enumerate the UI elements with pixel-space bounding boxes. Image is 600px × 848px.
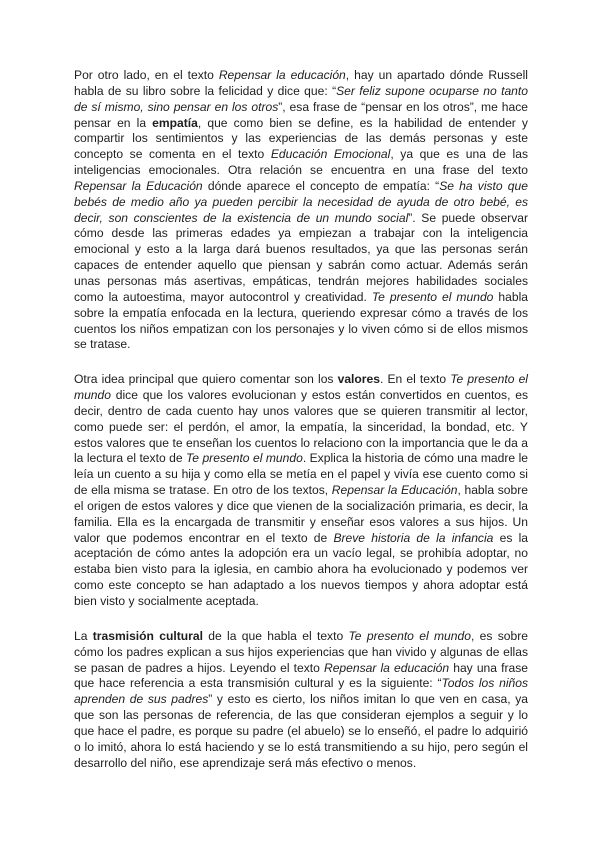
text-run: , habla sobre el origen de estos valores y dice que vienen de la socialización primaria, es decir, la familia. Ella es la encargada de transmitir y enseñar esos valores a sus hijos. Un valor que podemos encontrar en el texto de xyxy=(74,483,528,545)
italic-text: Repensar la educación xyxy=(323,660,450,675)
text-run: Por otro lado, en el texto xyxy=(74,68,219,82)
italic-text: Breve historia de la infancia xyxy=(333,530,494,545)
text-run: . En el texto xyxy=(379,372,451,387)
text-run: , ya que es una de las inteligencias emocionales. Otra relación se encuentra en una frase del texto xyxy=(74,147,528,178)
bold-keyword: trasmisión cultural xyxy=(92,628,203,643)
italic-text: Educación Emocional xyxy=(270,147,391,162)
text-run: es la aceptación de cómo antes la adopción era un vacío legal, se prohibía adoptar, no estaba bien visto para la iglesia, en cambio ahora ha evolucionado y podemos ver como este concepto se han adaptado a los nuevos tiempos y ahora adoptar está bien visto y socialmente aceptada. xyxy=(74,530,529,608)
bold-keyword: empatía xyxy=(152,115,198,130)
italic-text: Te presento el mundo xyxy=(186,451,303,466)
text-run: dónde aparece el concepto de empatía: “ xyxy=(202,178,440,193)
text-run: habla sobre la empatía enfocada en la lectura, queriendo expresar cómo a través de los cuentos los niños empatizan con los personajes y lo viven cómo si de ellos mismos se tratase. xyxy=(74,289,529,352)
text-run: de la que habla el texto xyxy=(202,628,349,643)
italic-text: Te presento el mundo xyxy=(74,372,528,403)
document-page xyxy=(74,68,528,790)
italic-text: Repensar la Educación xyxy=(331,483,458,498)
italic-text: Se ha visto que bebés de medio año ya pueden percibir la necesidad de ayuda de otro bebé, es decir, son conscientes de la existencia de un mundo social xyxy=(74,178,528,225)
text-run: ”, esa frase de “pensar en los otros”, me hace pensar en la xyxy=(74,99,528,130)
italic-text: Ser feliz supone ocuparse no tanto de sí mismo, sino pensar en los otros xyxy=(74,83,528,114)
text-run: ”. Se puede observar cómo desde las primeras edades ya empiezan a trabajar con la inteligencia emocional y esto a la larga dará buenos resultados, ya que las personas serán capaces de entender aquello que piensan y sabrán como actuar. Además serán unas personas más asertivas, empáticas, tendrán mejores habilidades sociales como la autoestima, mayor autocontrol y creatividad. xyxy=(74,210,528,304)
paragraph-values xyxy=(74,372,528,610)
paragraph-cultural-transmission xyxy=(74,629,528,772)
text-run: Otra idea principal que quiero comentar son los xyxy=(74,372,338,387)
text-run: , hay un apartado dónde Russell habla de su libro sobre la felicidad y dice que: “ xyxy=(74,68,528,98)
text-run: ” y esto es cierto, los niños imitan lo que ven en casa, ya que son las personas de referencia, de las que consideran ejemplos a seguir y lo que hace el padre, es porque su padre (el abuelo) se lo enseñó, el padre lo adquirió o lo imitó, ahora lo está haciendo y se lo está transmitiendo a su hijo, pero según el desarrollo del niño, ese aprendizaje será más efectivo o menos. xyxy=(74,692,528,770)
text-run: dice que los valores evolucionan y estos están convertidos en cuentos, es decir, dentro de cada cuento hay unos valores que se quieren transmitir al lector, como puede ser: el perdón, el amor, la empatía, la sinceridad, la bondad, etc. Y estos valores que te enseñan los cuentos lo relaciono con la importancia que le da a la lectura el texto de xyxy=(74,388,528,466)
text-run: , es sobre cómo los padres explican a sus hijos experiencias que han vivido y algunas de ellas se pasan de padres a hijos. Leyendo el texto xyxy=(74,628,528,675)
italic-text: Te presento el mundo xyxy=(348,628,471,643)
text-run: hay una frase que hace referencia a esta transmisión cultural y es la siguiente: “ xyxy=(74,660,528,691)
italic-text: Todos los niños aprenden de sus padres xyxy=(74,676,529,707)
italic-text: Te presento el mundo xyxy=(371,289,494,304)
italic-text: Repensar la Educación xyxy=(74,178,203,193)
italic-text: Repensar la educación xyxy=(218,68,346,82)
text-run: La xyxy=(74,628,93,643)
paragraph-empathy xyxy=(74,68,528,353)
text-run: . Explica la historia de cómo una madre le leía un cuento a su hija y como ella se metía en el papel y vivía ese cuento como si de ella misma se tratase. En otro de los textos, xyxy=(74,451,528,498)
bold-keyword: valores xyxy=(337,372,380,387)
text-run: , que como bien se define, es la habilidad de entender y compartir los sentimientos y las experiencias de las demás personas y este concepto se comenta en el texto xyxy=(74,115,528,162)
